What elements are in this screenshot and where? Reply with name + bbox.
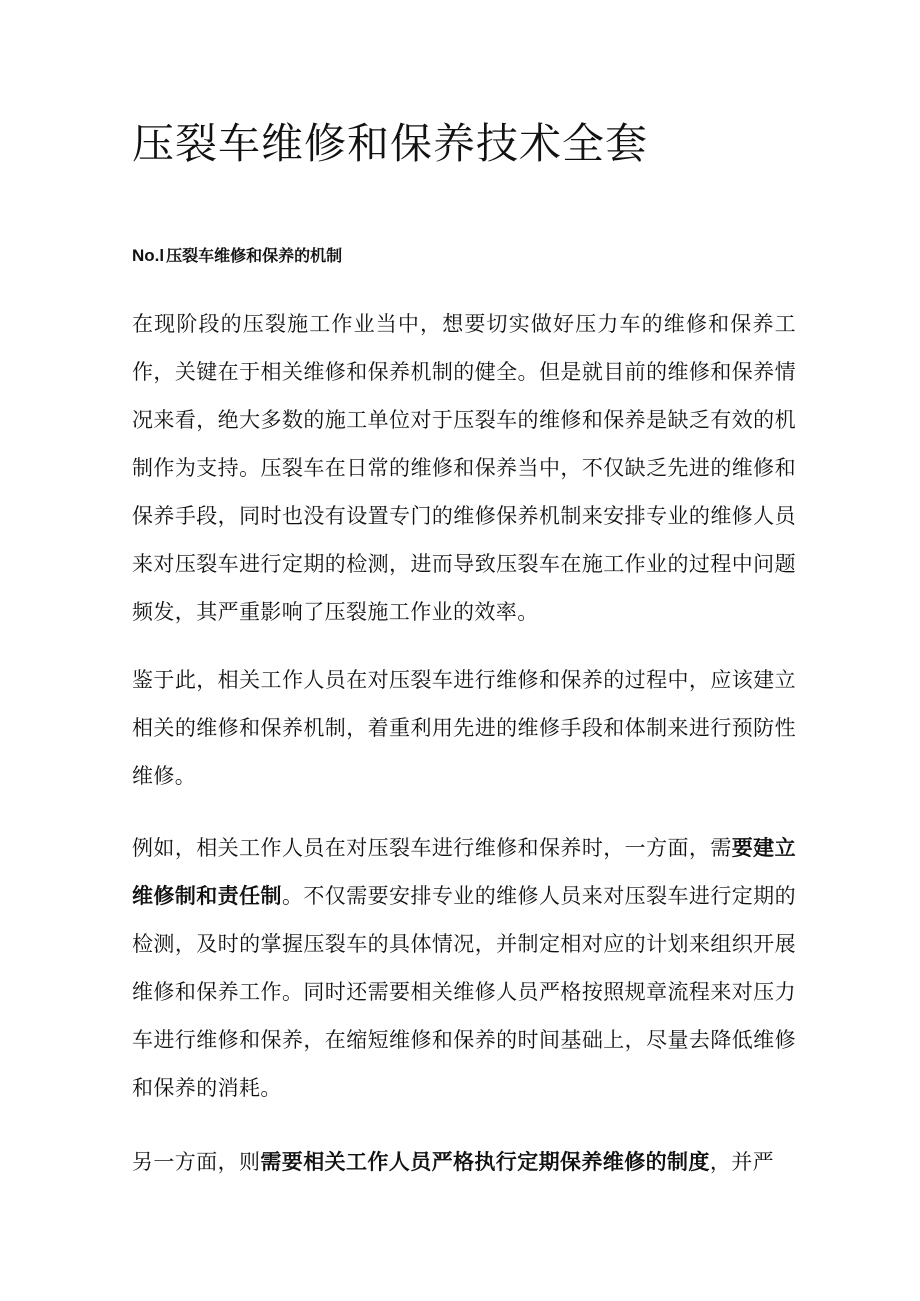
paragraph-other-lead: 另一方面，则 bbox=[132, 1150, 261, 1174]
paragraph-example bbox=[132, 824, 796, 1112]
paragraph-mechanism-intro: 在现阶段的压裂施工作业当中，想要切实做好压力车的维修和保养工作，关键在于相关维修和保养机制的健全。但是就目前的维修和保养情况来看，绝大多数的施工单位对于压裂车的维修和保养是缺乏有效的机制作为支持。压裂车在日常的维修和保养当中，不仅缺乏先进的维修和保养手段，同时也没有设置专门的维修保养机制来安排专业的维修人员来对压裂车进行定期的检测，进而导致压裂车在施工作业的过程中问题频发，其严重影响了压裂施工作业的效率。 bbox=[132, 312, 796, 624]
paragraph-example-rest: 。不仅需要安排专业的维修人员来对压裂车进行定期的检测，及时的掌握压裂车的具体情况，并制定相对应的计划来组织开展维修和保养工作。同时还需要相关维修人员严格按照规章流程来对压力车进行维修和保养，在缩短维修和保养的时间基础上，尽量去降低维修和保养的消耗。 bbox=[132, 884, 796, 1100]
paragraph-example-emphasis: 要建立维修制和责任制 bbox=[132, 836, 797, 908]
paragraph-other-emphasis: 需要相关工作人员严格执行定期保养维修的制度 bbox=[260, 1150, 710, 1174]
section-heading bbox=[132, 244, 342, 268]
paragraph-other-rest: ，并严 bbox=[709, 1150, 775, 1174]
paragraph-on-the-other-hand bbox=[132, 1138, 796, 1186]
paragraph-example-lead: 例如，相关工作人员在对压裂车进行维修和保养时，一方面，需 bbox=[132, 836, 732, 860]
document-title: 压裂车维修和保养技术全套 bbox=[132, 119, 649, 168]
paragraph-in-view-of-this: 鉴于此，相关工作人员在对压裂车进行维修和保养的过程中，应该建立相关的维修和保养机制，着重利用先进的维修手段和体制来进行预防性维修。 bbox=[132, 668, 796, 788]
section-number: No.l bbox=[132, 246, 165, 265]
section-heading-text: 压裂车维修和保养的机制 bbox=[166, 246, 343, 265]
